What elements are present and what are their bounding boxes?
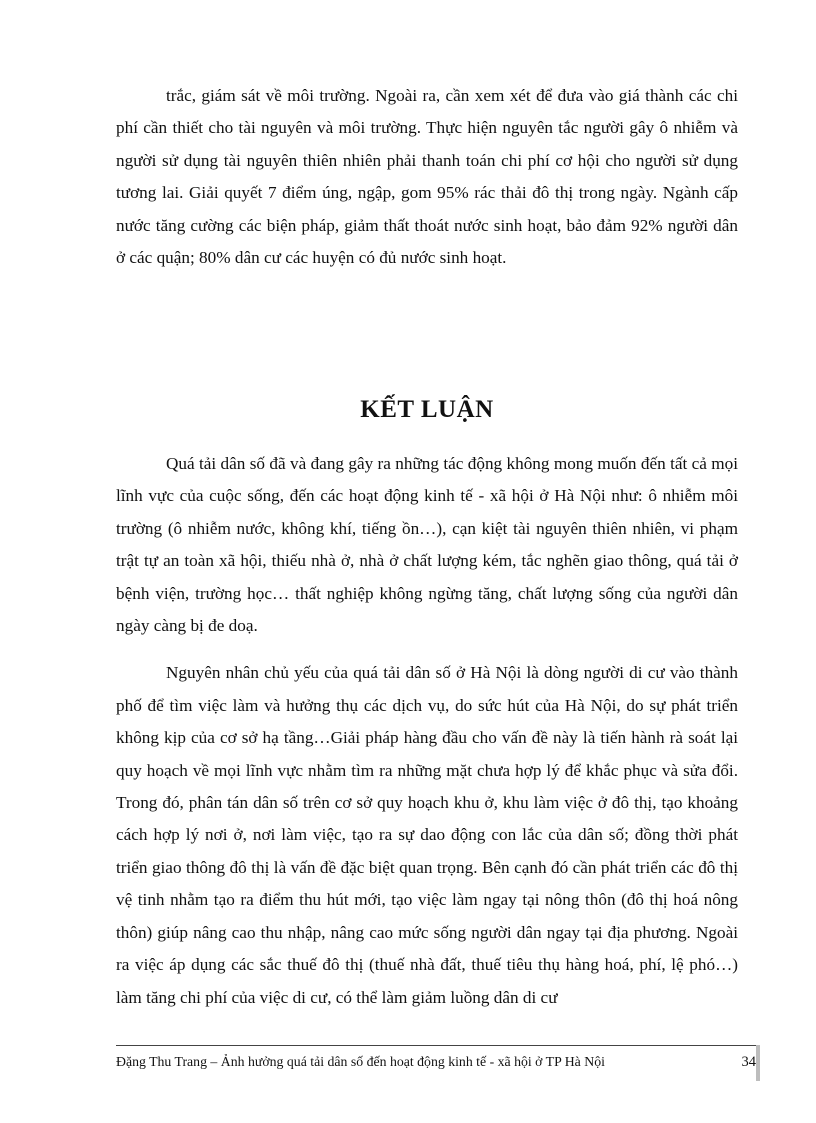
section-heading: KẾT LUẬN xyxy=(360,396,494,423)
page-number: 34 xyxy=(741,1054,756,1070)
footer-text: Đặng Thu Trang – Ảnh hưởng quá tải dân số đến hoạt động kinh tế - xã hội ở TP Hà Nội xyxy=(116,1054,605,1069)
conclusion-body xyxy=(116,448,738,1014)
continuation-paragraph: trắc, giám sát về môi trường. Ngoài ra, cần xem xét để đưa vào giá thành các chi phí cần thiết cho tài nguyên và môi trường. Thực hiện nguyên tắc người gây ô nhiễm và người sử dụng tài nguyên thiên nhiên phải thanh toán chi phí cơ hội cho người sử dụng tương lai. Giải quyết 7 điểm úng, ngập, gom 95% rác thải đô thị trong ngày. Ngành cấp nước tăng cường các biện pháp, giảm thất thoát nước sinh hoạt, bảo đảm 92% người dân ở các quận; 80% dân cư các huyện có đủ nước sinh hoạt. xyxy=(116,86,738,268)
page-footer xyxy=(116,1045,756,1070)
continuation-text-block xyxy=(116,80,738,274)
conclusion-paragraph-2: Nguyên nhân chủ yếu của quá tải dân số ở Hà Nội là dòng người di cư vào thành phố để tìm việc làm và hưởng thụ các dịch vụ, do sức hút của Hà Nội, do sự phát triển không kịp của cơ sở hạ tầng…Giải pháp hàng đầu cho vấn đề này là tiến hành rà soát lại quy hoạch về mọi lĩnh vực nhằm tìm ra những mặt chưa hợp lý để khắc phục và sửa đổi. Trong đó, phân tán dân số trên cơ sở quy hoạch khu ở, khu làm việc ở đô thị, tạo khoảng cách hợp lý nơi ở, nơi làm việc, tạo ra sự dao động con lắc của dân số; đồng thời phát triển giao thông đô thị là vấn đề đặc biệt quan trọng. Bên cạnh đó cần phát triển các đô thị vệ tinh nhằm tạo ra điểm thu hút mới, tạo việc làm ngay tại nông thôn (đô thị hoá nông thôn) giúp nâng cao thu nhập, nâng cao mức sống người dân ngay tại địa phương. Ngoài ra việc áp dụng các sắc thuế đô thị (thuế nhà đất, thuế tiêu thụ hàng hoá, phí, lệ phó…) làm tăng chi phí của việc di cư, có thể làm giảm luồng dân di cư xyxy=(116,663,738,1007)
footer-shadow-divider xyxy=(756,1045,760,1081)
conclusion-paragraph-1: Quá tải dân số đã và đang gây ra những tác động không mong muốn đến tất cả mọi lĩnh vực của cuộc sống, đến các hoạt động kinh tế - xã hội ở Hà Nội như: ô nhiễm môi trường (ô nhiễm nước, không khí, tiếng ồn…), cạn kiệt tài nguyên thiên nhiên, vi phạm trật tự an toàn xã hội, thiếu nhà ở, nhà ở chất lượng kém, tắc nghẽn giao thông, quá tải ở bệnh viện, trường học… thất nghiệp không ngừng tăng, chất lượng sống của người dân ngày càng bị đe doạ. xyxy=(116,454,738,636)
